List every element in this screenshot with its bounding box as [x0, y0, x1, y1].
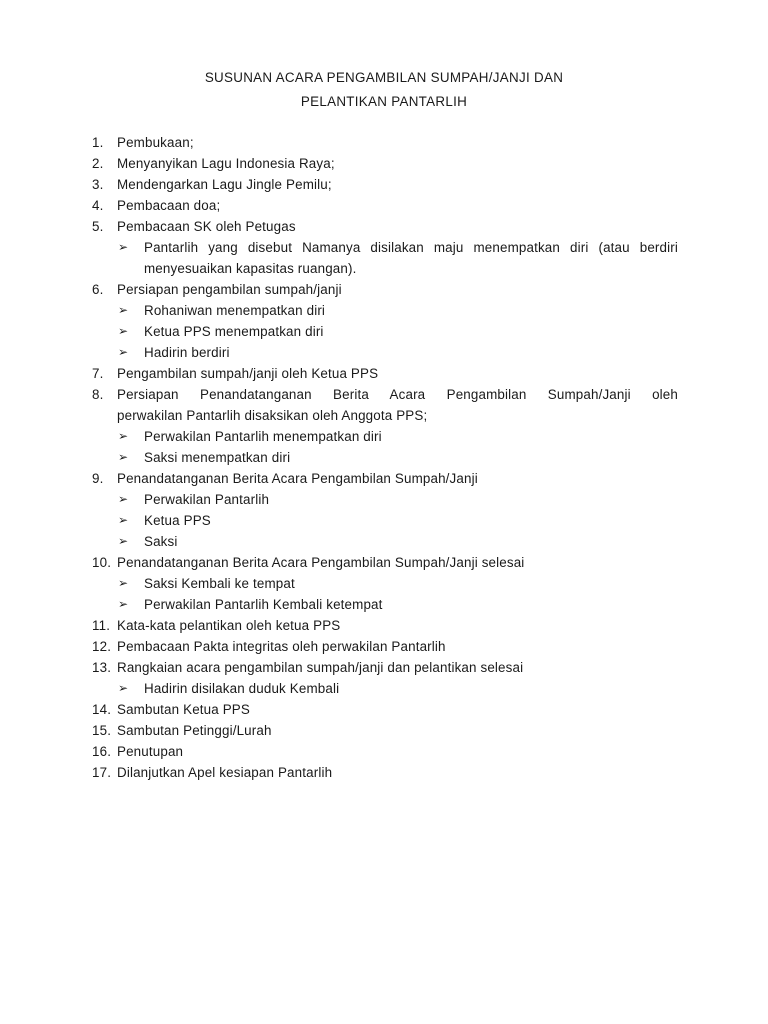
arrow-bullet-icon: ➢: [118, 492, 129, 506]
list-item: [92, 699, 678, 720]
sub-item-text: Hadirin berdiri: [144, 345, 230, 360]
list-item: [92, 615, 678, 636]
item-text: Pembacaan Pakta integritas oleh perwakilan Pantarlih: [117, 639, 446, 654]
list-item: [92, 720, 678, 741]
list-item: [92, 657, 678, 678]
sub-item-text: Pantarlih yang disebut Namanya disilakan maju menempatkan diri (atau berdiri: [144, 240, 678, 255]
item-number: 7.: [92, 366, 104, 381]
item-number: 5.: [92, 219, 104, 234]
sub-item-text: menyesuaikan kapasitas ruangan).: [144, 261, 357, 276]
sub-item-text: Hadirin disilakan duduk Kembali: [144, 681, 340, 696]
sub-item: [92, 342, 678, 363]
arrow-bullet-icon: ➢: [118, 534, 129, 548]
item-text: Pembacaan SK oleh Petugas: [117, 219, 296, 234]
item-text: Persiapan pengambilan sumpah/janji: [117, 282, 342, 297]
list-item: [92, 384, 678, 405]
sub-item: [92, 594, 678, 615]
item-number: 11.: [92, 618, 111, 633]
item-text: Dilanjutkan Apel kesiapan Pantarlih: [117, 765, 333, 780]
sub-item: [92, 531, 678, 552]
sub-item: [92, 489, 678, 510]
sub-item-text: Perwakilan Pantarlih Kembali ketempat: [144, 597, 383, 612]
item-text: Pengambilan sumpah/janji oleh Ketua PPS: [117, 366, 379, 381]
item-number: 17.: [92, 765, 112, 780]
sub-item: [92, 300, 678, 321]
sub-item-continuation: [92, 258, 678, 279]
sub-item-text: Saksi menempatkan diri: [144, 450, 291, 465]
item-number: 4.: [92, 198, 104, 213]
sub-item-text: Saksi: [144, 534, 178, 549]
item-text: Penandatanganan Berita Acara Pengambilan Sumpah/Janji selesai: [117, 555, 525, 570]
sub-item: [92, 573, 678, 594]
item-text: Penutupan: [117, 744, 184, 759]
item-text: perwakilan Pantarlih disaksikan oleh Anggota PPS;: [117, 408, 428, 423]
item-number: 16.: [92, 744, 112, 759]
arrow-bullet-icon: ➢: [118, 681, 129, 695]
list-item: [92, 468, 678, 489]
list-item: [92, 762, 678, 783]
sub-item: [92, 321, 678, 342]
item-text: Pembacaan doa;: [117, 198, 221, 213]
sub-item-text: Perwakilan Pantarlih: [144, 492, 270, 507]
arrow-bullet-icon: ➢: [118, 240, 129, 254]
item-number: 13.: [92, 660, 112, 675]
arrow-bullet-icon: ➢: [118, 324, 129, 338]
item-number: 12.: [92, 639, 112, 654]
sub-item-text: Perwakilan Pantarlih menempatkan diri: [144, 429, 382, 444]
item-number: 2.: [92, 156, 104, 171]
list-item: [92, 195, 678, 216]
agenda-list: [92, 132, 678, 783]
list-item: [92, 132, 678, 153]
arrow-bullet-icon: ➢: [118, 576, 129, 590]
arrow-bullet-icon: ➢: [118, 303, 129, 317]
sub-item: [92, 237, 678, 258]
list-item: [92, 174, 678, 195]
item-number: 9.: [92, 471, 104, 486]
item-number: 1.: [92, 135, 104, 150]
arrow-bullet-icon: ➢: [118, 597, 129, 611]
item-text: Menyanyikan Lagu Indonesia Raya;: [117, 156, 335, 171]
item-number: 15.: [92, 723, 112, 738]
list-item: [92, 636, 678, 657]
arrow-bullet-icon: ➢: [118, 450, 129, 464]
item-text: Sambutan Ketua PPS: [117, 702, 250, 717]
arrow-bullet-icon: ➢: [118, 513, 129, 527]
item-number: 8.: [92, 387, 104, 402]
sub-item: [92, 678, 678, 699]
sub-item-text: Ketua PPS menempatkan diri: [144, 324, 324, 339]
sub-item: [92, 510, 678, 531]
item-text: Kata-kata pelantikan oleh ketua PPS: [117, 618, 341, 633]
sub-item-text: Saksi Kembali ke tempat: [144, 576, 295, 591]
item-number: 14.: [92, 702, 112, 717]
item-text: Persiapan Penandatanganan Berita Acara Pengambilan Sumpah/Janji oleh: [117, 387, 678, 402]
item-number: 6.: [92, 282, 104, 297]
list-item: [92, 363, 678, 384]
item-text: Rangkaian acara pengambilan sumpah/janji dan pelantikan selesai: [117, 660, 524, 675]
sub-item-text: Rohaniwan menempatkan diri: [144, 303, 326, 318]
list-item-continuation: [92, 405, 678, 426]
item-text: Pembukaan;: [117, 135, 194, 150]
item-text: Mendengarkan Lagu Jingle Pemilu;: [117, 177, 332, 192]
list-item: [92, 741, 678, 762]
list-item: [92, 279, 678, 300]
document-title-line-1: SUSUNAN ACARA PENGAMBILAN SUMPAH/JANJI DAN: [204, 70, 564, 85]
document-title-line-2: PELANTIKAN PANTARLIH: [300, 94, 468, 109]
sub-item-text: Ketua PPS: [144, 513, 211, 528]
list-item: [92, 216, 678, 237]
sub-item: [92, 447, 678, 468]
list-item: [92, 153, 678, 174]
arrow-bullet-icon: ➢: [118, 429, 129, 443]
item-text: Sambutan Petinggi/Lurah: [117, 723, 272, 738]
sub-item: [92, 426, 678, 447]
list-item: [92, 552, 678, 573]
item-number: 3.: [92, 177, 104, 192]
arrow-bullet-icon: ➢: [118, 345, 129, 359]
item-text: Penandatanganan Berita Acara Pengambilan Sumpah/Janji: [117, 471, 478, 486]
item-number: 10.: [92, 555, 112, 570]
